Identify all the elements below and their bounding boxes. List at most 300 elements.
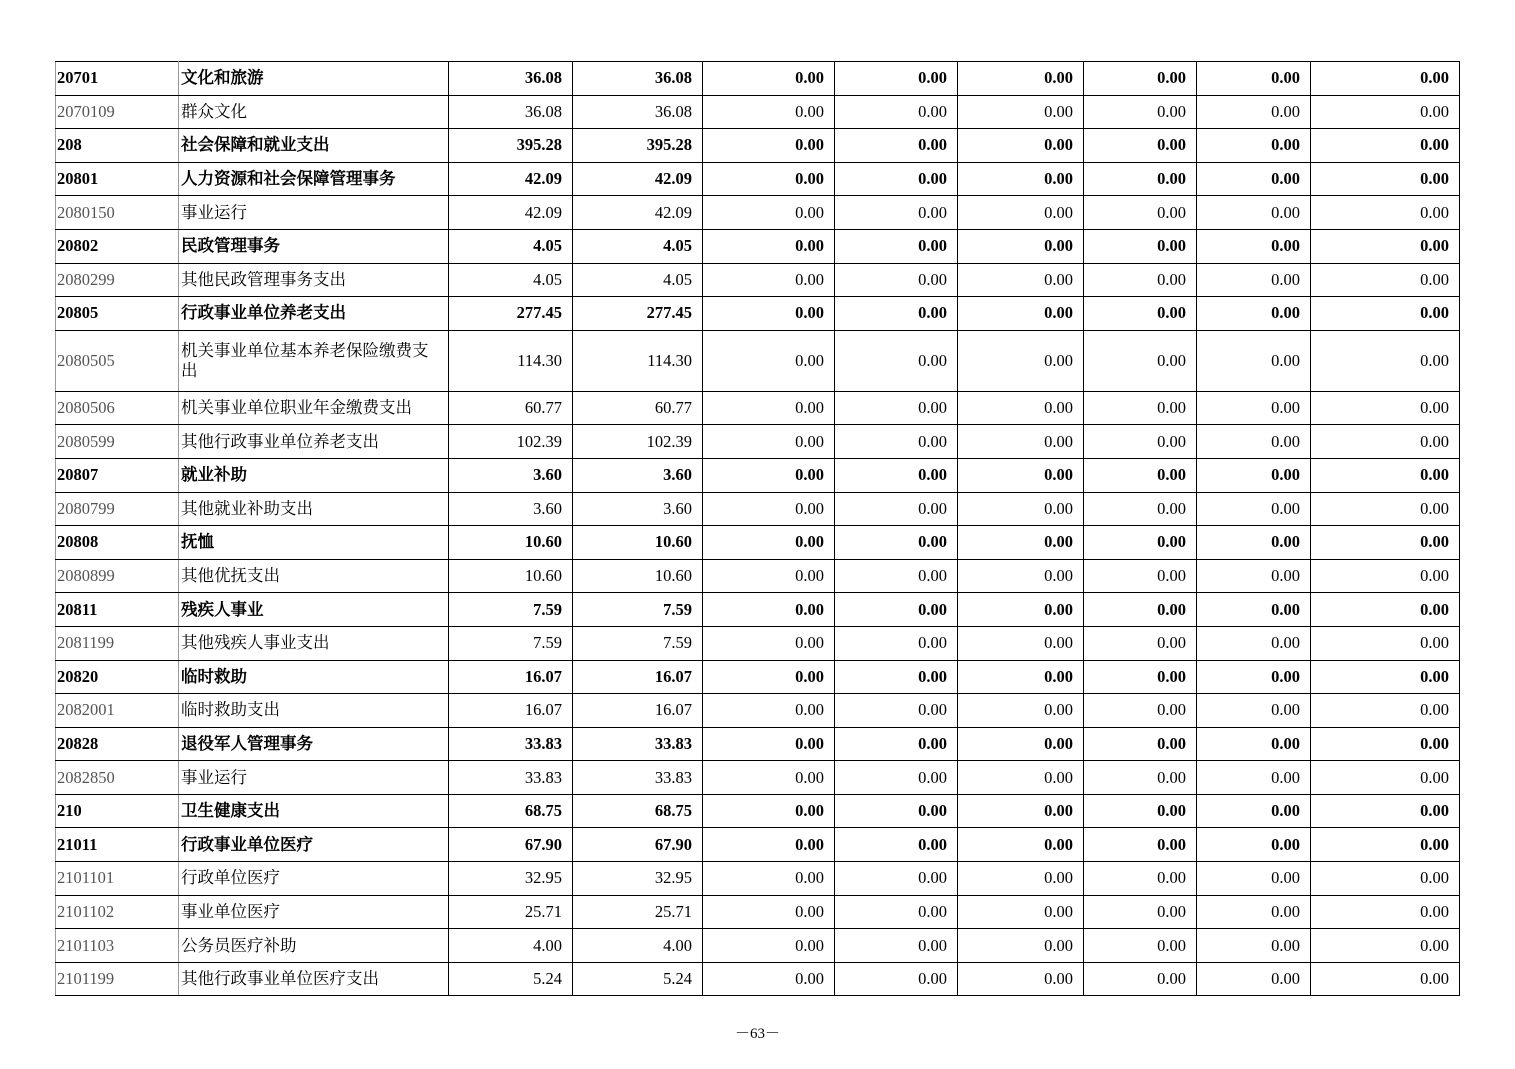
amount-cell: 0.00: [835, 62, 958, 96]
amount-cell: 0.00: [703, 62, 835, 96]
amount-cell: 0.00: [1197, 330, 1311, 391]
amount-cell: 0.00: [1197, 828, 1311, 862]
amount-cell: 5.24: [573, 962, 703, 996]
amount-cell: 0.00: [1311, 196, 1460, 230]
amount-cell: 0.00: [703, 929, 835, 963]
amount-cell: 0.00: [958, 862, 1084, 896]
subject-name-cell: 残疾人事业: [179, 593, 449, 627]
amount-cell: 0.00: [1311, 761, 1460, 795]
amount-cell: 0.00: [1084, 162, 1197, 196]
amount-cell: 0.00: [1197, 526, 1311, 560]
amount-cell: 0.00: [835, 929, 958, 963]
amount-cell: 0.00: [703, 593, 835, 627]
subject-code-cell: 2082850: [56, 761, 179, 795]
amount-cell: 0.00: [703, 162, 835, 196]
amount-cell: 0.00: [1311, 929, 1460, 963]
amount-cell: 3.60: [573, 458, 703, 492]
subject-name-cell: 其他行政事业单位养老支出: [179, 425, 449, 459]
amount-cell: 0.00: [703, 895, 835, 929]
subject-name-cell: 事业单位医疗: [179, 895, 449, 929]
amount-cell: 0.00: [835, 425, 958, 459]
table-row: [56, 458, 1460, 492]
amount-cell: 0.00: [703, 297, 835, 331]
subject-name-cell: 其他残疾人事业支出: [179, 626, 449, 660]
amount-cell: 277.45: [573, 297, 703, 331]
amount-cell: 0.00: [1084, 727, 1197, 761]
amount-cell: 0.00: [1311, 95, 1460, 129]
amount-cell: 68.75: [449, 794, 573, 828]
amount-cell: 0.00: [703, 660, 835, 694]
amount-cell: 4.00: [449, 929, 573, 963]
subject-name-cell: 事业运行: [179, 196, 449, 230]
amount-cell: 0.00: [1084, 391, 1197, 425]
amount-cell: 0.00: [958, 458, 1084, 492]
amount-cell: 0.00: [835, 196, 958, 230]
amount-cell: 0.00: [703, 391, 835, 425]
subject-name-cell: 事业运行: [179, 761, 449, 795]
subject-name-cell: 人力资源和社会保障管理事务: [179, 162, 449, 196]
amount-cell: 4.00: [573, 929, 703, 963]
subject-name-cell: 文化和旅游: [179, 62, 449, 96]
amount-cell: 3.60: [573, 492, 703, 526]
subject-name-cell: 临时救助: [179, 660, 449, 694]
table-row: [56, 129, 1460, 163]
amount-cell: 0.00: [1084, 526, 1197, 560]
amount-cell: 60.77: [573, 391, 703, 425]
subject-name-cell: 临时救助支出: [179, 694, 449, 728]
amount-cell: 0.00: [703, 727, 835, 761]
amount-cell: 42.09: [573, 162, 703, 196]
subject-code-cell: 20701: [56, 62, 179, 96]
amount-cell: 0.00: [958, 263, 1084, 297]
amount-cell: 4.05: [573, 229, 703, 263]
amount-cell: 42.09: [449, 162, 573, 196]
amount-cell: 10.60: [573, 559, 703, 593]
table-row: [56, 263, 1460, 297]
amount-cell: 0.00: [1197, 263, 1311, 297]
table-row: [56, 196, 1460, 230]
amount-cell: 7.59: [449, 593, 573, 627]
amount-cell: 0.00: [1311, 593, 1460, 627]
amount-cell: 0.00: [1311, 458, 1460, 492]
amount-cell: 114.30: [449, 330, 573, 391]
subject-code-cell: 208: [56, 129, 179, 163]
amount-cell: 114.30: [573, 330, 703, 391]
amount-cell: 0.00: [1197, 458, 1311, 492]
subject-code-cell: 2101103: [56, 929, 179, 963]
amount-cell: 0.00: [958, 162, 1084, 196]
amount-cell: 0.00: [1084, 492, 1197, 526]
amount-cell: 16.07: [449, 660, 573, 694]
amount-cell: 16.07: [449, 694, 573, 728]
amount-cell: 0.00: [835, 727, 958, 761]
table-row: [56, 794, 1460, 828]
amount-cell: 33.83: [573, 761, 703, 795]
amount-cell: 0.00: [703, 425, 835, 459]
amount-cell: 67.90: [573, 828, 703, 862]
amount-cell: 0.00: [1311, 297, 1460, 331]
amount-cell: 0.00: [1197, 862, 1311, 896]
table-row: [56, 229, 1460, 263]
subject-code-cell: 20807: [56, 458, 179, 492]
subject-code-cell: 20820: [56, 660, 179, 694]
amount-cell: 0.00: [703, 828, 835, 862]
subject-code-cell: 21011: [56, 828, 179, 862]
amount-cell: 60.77: [449, 391, 573, 425]
amount-cell: 0.00: [1197, 229, 1311, 263]
amount-cell: 32.95: [449, 862, 573, 896]
amount-cell: 0.00: [1084, 895, 1197, 929]
amount-cell: 0.00: [958, 229, 1084, 263]
amount-cell: 0.00: [1084, 330, 1197, 391]
amount-cell: 25.71: [573, 895, 703, 929]
amount-cell: 0.00: [958, 626, 1084, 660]
amount-cell: 277.45: [449, 297, 573, 331]
subject-name-cell: 民政管理事务: [179, 229, 449, 263]
amount-cell: 0.00: [1197, 626, 1311, 660]
table-row: [56, 62, 1460, 96]
table-row: [56, 162, 1460, 196]
amount-cell: 0.00: [1311, 694, 1460, 728]
amount-cell: 4.05: [449, 229, 573, 263]
amount-cell: 0.00: [703, 196, 835, 230]
amount-cell: 0.00: [1197, 95, 1311, 129]
amount-cell: 0.00: [958, 129, 1084, 163]
amount-cell: 0.00: [1084, 559, 1197, 593]
amount-cell: 0.00: [1084, 95, 1197, 129]
subject-name-cell: 就业补助: [179, 458, 449, 492]
subject-code-cell: 2080899: [56, 559, 179, 593]
subject-code-cell: 20828: [56, 727, 179, 761]
subject-name-cell: 公务员医疗补助: [179, 929, 449, 963]
amount-cell: 0.00: [1084, 297, 1197, 331]
amount-cell: 33.83: [449, 761, 573, 795]
subject-code-cell: 20811: [56, 593, 179, 627]
table-row: [56, 929, 1460, 963]
subject-code-cell: 20805: [56, 297, 179, 331]
amount-cell: 395.28: [573, 129, 703, 163]
amount-cell: 0.00: [1084, 62, 1197, 96]
amount-cell: 7.59: [449, 626, 573, 660]
amount-cell: 0.00: [703, 761, 835, 795]
amount-cell: 33.83: [449, 727, 573, 761]
amount-cell: 0.00: [703, 962, 835, 996]
table-row: [56, 391, 1460, 425]
amount-cell: 0.00: [1197, 794, 1311, 828]
amount-cell: 7.59: [573, 626, 703, 660]
table-row: [56, 828, 1460, 862]
amount-cell: 0.00: [958, 526, 1084, 560]
amount-cell: 0.00: [703, 626, 835, 660]
amount-cell: 0.00: [835, 458, 958, 492]
subject-code-cell: 2101101: [56, 862, 179, 896]
amount-cell: 0.00: [835, 694, 958, 728]
amount-cell: 0.00: [835, 492, 958, 526]
amount-cell: 0.00: [958, 492, 1084, 526]
amount-cell: 0.00: [703, 95, 835, 129]
subject-code-cell: 2101102: [56, 895, 179, 929]
table-row: [56, 297, 1460, 331]
amount-cell: 0.00: [958, 660, 1084, 694]
amount-cell: 0.00: [1311, 727, 1460, 761]
subject-code-cell: 2080150: [56, 196, 179, 230]
amount-cell: 3.60: [449, 458, 573, 492]
amount-cell: 0.00: [958, 559, 1084, 593]
amount-cell: 33.83: [573, 727, 703, 761]
amount-cell: 0.00: [958, 593, 1084, 627]
amount-cell: 102.39: [573, 425, 703, 459]
subject-name-cell: 机关事业单位职业年金缴费支出: [179, 391, 449, 425]
table-row: [56, 660, 1460, 694]
amount-cell: 25.71: [449, 895, 573, 929]
subject-name-cell: 社会保障和就业支出: [179, 129, 449, 163]
subject-code-cell: 2082001: [56, 694, 179, 728]
amount-cell: 102.39: [449, 425, 573, 459]
amount-cell: 16.07: [573, 694, 703, 728]
amount-cell: 0.00: [1311, 559, 1460, 593]
amount-cell: 0.00: [835, 828, 958, 862]
amount-cell: 0.00: [1197, 391, 1311, 425]
amount-cell: 0.00: [703, 794, 835, 828]
subject-name-cell: 其他民政管理事务支出: [179, 263, 449, 297]
subject-code-cell: 2081199: [56, 626, 179, 660]
amount-cell: 0.00: [835, 895, 958, 929]
amount-cell: 0.00: [958, 828, 1084, 862]
amount-cell: 0.00: [1084, 263, 1197, 297]
amount-cell: 0.00: [835, 263, 958, 297]
amount-cell: 395.28: [449, 129, 573, 163]
amount-cell: 0.00: [1084, 794, 1197, 828]
amount-cell: 0.00: [835, 862, 958, 896]
amount-cell: 5.24: [449, 962, 573, 996]
amount-cell: 0.00: [1311, 391, 1460, 425]
amount-cell: 0.00: [1084, 862, 1197, 896]
subject-name-cell: 其他就业补助支出: [179, 492, 449, 526]
table-row: [56, 694, 1460, 728]
amount-cell: 0.00: [958, 929, 1084, 963]
subject-code-cell: 20801: [56, 162, 179, 196]
amount-cell: 0.00: [835, 297, 958, 331]
table-row: [56, 425, 1460, 459]
amount-cell: 10.60: [573, 526, 703, 560]
amount-cell: 0.00: [1311, 62, 1460, 96]
amount-cell: 0.00: [1197, 62, 1311, 96]
amount-cell: 0.00: [1084, 962, 1197, 996]
amount-cell: 0.00: [1311, 229, 1460, 263]
amount-cell: 32.95: [573, 862, 703, 896]
amount-cell: 4.05: [573, 263, 703, 297]
amount-cell: 0.00: [1084, 458, 1197, 492]
subject-name-cell: 行政单位医疗: [179, 862, 449, 896]
amount-cell: 0.00: [958, 391, 1084, 425]
amount-cell: 67.90: [449, 828, 573, 862]
amount-cell: 0.00: [958, 694, 1084, 728]
amount-cell: 0.00: [958, 727, 1084, 761]
subject-code-cell: 2080506: [56, 391, 179, 425]
amount-cell: 0.00: [1197, 694, 1311, 728]
amount-cell: 0.00: [703, 330, 835, 391]
amount-cell: 0.00: [1197, 929, 1311, 963]
table-row: [56, 626, 1460, 660]
amount-cell: 0.00: [1197, 559, 1311, 593]
subject-name-cell: 机关事业单位基本养老保险缴费支出: [179, 330, 449, 391]
amount-cell: 0.00: [835, 526, 958, 560]
subject-name-cell: 退役军人管理事务: [179, 727, 449, 761]
amount-cell: 0.00: [1311, 794, 1460, 828]
amount-cell: 0.00: [958, 62, 1084, 96]
amount-cell: 0.00: [958, 330, 1084, 391]
amount-cell: 0.00: [1197, 962, 1311, 996]
amount-cell: 0.00: [1311, 330, 1460, 391]
amount-cell: 0.00: [1197, 297, 1311, 331]
amount-cell: 0.00: [1197, 196, 1311, 230]
amount-cell: 0.00: [958, 297, 1084, 331]
subject-name-cell: 行政事业单位养老支出: [179, 297, 449, 331]
amount-cell: 0.00: [703, 559, 835, 593]
table-row: [56, 727, 1460, 761]
subject-name-cell: 其他行政事业单位医疗支出: [179, 962, 449, 996]
table-row: [56, 95, 1460, 129]
amount-cell: 0.00: [1197, 162, 1311, 196]
amount-cell: 36.08: [573, 62, 703, 96]
amount-cell: 4.05: [449, 263, 573, 297]
amount-cell: 0.00: [1084, 593, 1197, 627]
amount-cell: 0.00: [1197, 425, 1311, 459]
amount-cell: 0.00: [1084, 929, 1197, 963]
amount-cell: 0.00: [703, 263, 835, 297]
amount-cell: 0.00: [1311, 492, 1460, 526]
amount-cell: 0.00: [835, 761, 958, 795]
amount-cell: 0.00: [958, 895, 1084, 929]
page-number: －63－: [734, 1026, 780, 1042]
amount-cell: 0.00: [1197, 593, 1311, 627]
amount-cell: 0.00: [1084, 196, 1197, 230]
table-row: [56, 895, 1460, 929]
amount-cell: 68.75: [573, 794, 703, 828]
subject-name-cell: 行政事业单位医疗: [179, 828, 449, 862]
amount-cell: 0.00: [1311, 526, 1460, 560]
amount-cell: 0.00: [835, 391, 958, 425]
table-row: [56, 593, 1460, 627]
amount-cell: 0.00: [703, 694, 835, 728]
amount-cell: 36.08: [449, 95, 573, 129]
amount-cell: 0.00: [1311, 263, 1460, 297]
subject-name-cell: 群众文化: [179, 95, 449, 129]
table-row: [56, 330, 1460, 391]
subject-name-cell: 抚恤: [179, 526, 449, 560]
amount-cell: 0.00: [1311, 162, 1460, 196]
amount-cell: 0.00: [703, 862, 835, 896]
amount-cell: 0.00: [1084, 626, 1197, 660]
amount-cell: 0.00: [958, 425, 1084, 459]
subject-name-cell: 卫生健康支出: [179, 794, 449, 828]
amount-cell: 0.00: [835, 962, 958, 996]
subject-code-cell: 20802: [56, 229, 179, 263]
subject-code-cell: 2080799: [56, 492, 179, 526]
amount-cell: 0.00: [1084, 828, 1197, 862]
table-row: [56, 559, 1460, 593]
amount-cell: 0.00: [1197, 761, 1311, 795]
amount-cell: 0.00: [1311, 862, 1460, 896]
amount-cell: 0.00: [703, 526, 835, 560]
amount-cell: 0.00: [1311, 626, 1460, 660]
table-row: [56, 526, 1460, 560]
amount-cell: 0.00: [835, 593, 958, 627]
subject-code-cell: 20808: [56, 526, 179, 560]
amount-cell: 0.00: [1311, 962, 1460, 996]
amount-cell: 42.09: [573, 196, 703, 230]
amount-cell: 0.00: [835, 559, 958, 593]
amount-cell: 7.59: [573, 593, 703, 627]
amount-cell: 0.00: [1084, 694, 1197, 728]
amount-cell: 0.00: [1084, 761, 1197, 795]
amount-cell: 0.00: [835, 162, 958, 196]
amount-cell: 10.60: [449, 559, 573, 593]
subject-code-cell: 2080599: [56, 425, 179, 459]
amount-cell: 36.08: [573, 95, 703, 129]
amount-cell: 0.00: [835, 794, 958, 828]
amount-cell: 0.00: [703, 458, 835, 492]
subject-code-cell: 2080299: [56, 263, 179, 297]
amount-cell: 0.00: [703, 129, 835, 163]
amount-cell: 0.00: [958, 794, 1084, 828]
amount-cell: 0.00: [835, 95, 958, 129]
amount-cell: 0.00: [1084, 229, 1197, 263]
amount-cell: 42.09: [449, 196, 573, 230]
amount-cell: 0.00: [958, 962, 1084, 996]
amount-cell: 0.00: [958, 95, 1084, 129]
amount-cell: 0.00: [1311, 129, 1460, 163]
amount-cell: 0.00: [835, 660, 958, 694]
amount-cell: 0.00: [1197, 129, 1311, 163]
amount-cell: 0.00: [1197, 660, 1311, 694]
table-body: [56, 62, 1460, 996]
amount-cell: 10.60: [449, 526, 573, 560]
amount-cell: 0.00: [1311, 895, 1460, 929]
table-row: [56, 862, 1460, 896]
amount-cell: 0.00: [703, 229, 835, 263]
subject-code-cell: 2101199: [56, 962, 179, 996]
amount-cell: 0.00: [835, 229, 958, 263]
amount-cell: 0.00: [1197, 727, 1311, 761]
table-row: [56, 492, 1460, 526]
amount-cell: 0.00: [1084, 425, 1197, 459]
budget-table: [55, 61, 1460, 996]
table-row: [56, 761, 1460, 795]
subject-code-cell: 210: [56, 794, 179, 828]
subject-name-cell: 其他优抚支出: [179, 559, 449, 593]
amount-cell: 0.00: [835, 626, 958, 660]
amount-cell: 0.00: [1197, 492, 1311, 526]
amount-cell: 36.08: [449, 62, 573, 96]
amount-cell: 0.00: [1311, 828, 1460, 862]
amount-cell: 0.00: [1084, 129, 1197, 163]
amount-cell: 16.07: [573, 660, 703, 694]
amount-cell: 0.00: [703, 492, 835, 526]
amount-cell: 0.00: [1311, 425, 1460, 459]
amount-cell: 0.00: [835, 129, 958, 163]
table-row: [56, 962, 1460, 996]
amount-cell: 0.00: [1311, 660, 1460, 694]
subject-code-cell: 2080505: [56, 330, 179, 391]
subject-code-cell: 2070109: [56, 95, 179, 129]
amount-cell: 3.60: [449, 492, 573, 526]
amount-cell: 0.00: [1197, 895, 1311, 929]
amount-cell: 0.00: [835, 330, 958, 391]
amount-cell: 0.00: [958, 761, 1084, 795]
amount-cell: 0.00: [1084, 660, 1197, 694]
amount-cell: 0.00: [958, 196, 1084, 230]
